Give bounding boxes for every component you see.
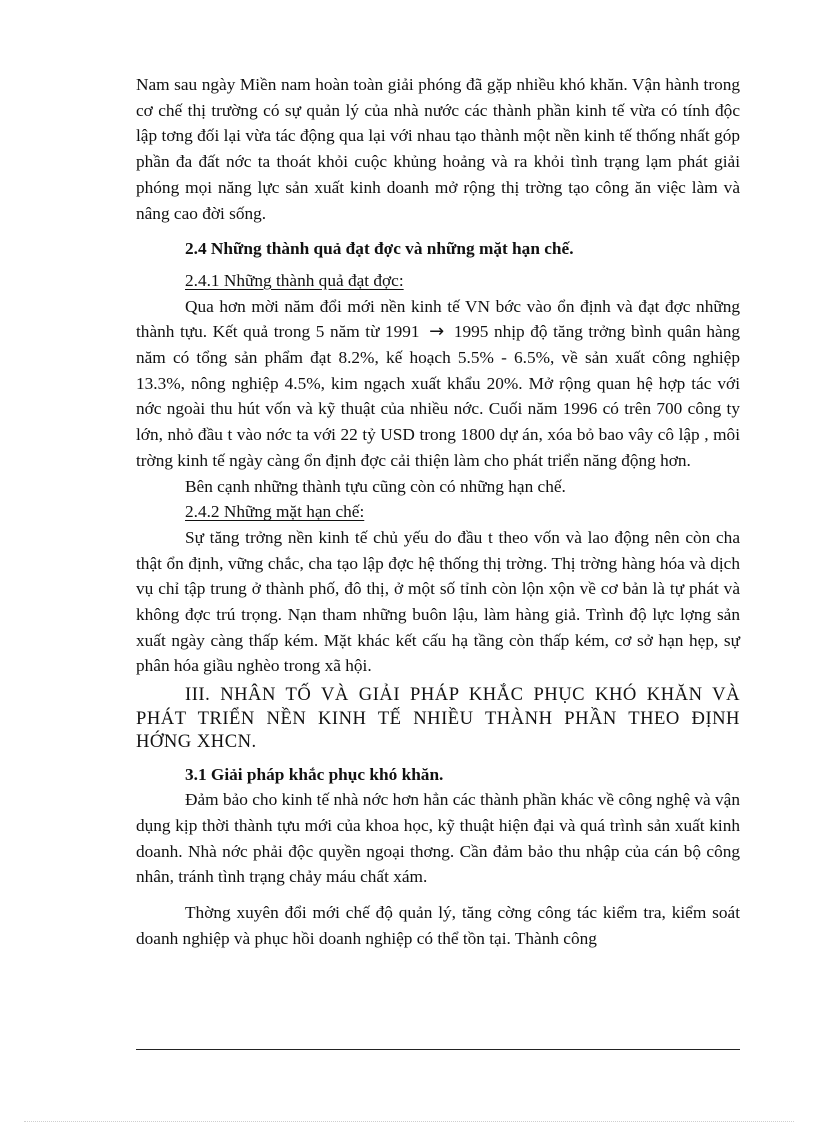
paragraph-limits-intro: Bên cạnh những thành tựu cũng còn có những hạn chế. (185, 476, 566, 496)
paragraph-intro: Nam sau ngày Miền nam hoàn toàn giải phóng đã gặp nhiều khó khăn. Vận hành trong cơ chế thị trường có sự quản lý của nhà nước các thành phần kinh tế vừa có tính độc lập tơng đối lại vừa tác động qua lại với nhau tạo thành một nền kinh tế thống nhất góp phần đa đất nớc ta thoát khỏi cuộc khủng hoảng và ra khỏi tình trạng lạm phát giải phóng mọi năng lực sản xuất kinh doanh mở rộng thị trờng tạo công ăn việc làm và nâng cao đời sống. (136, 75, 740, 223)
heading-2-4: 2.4 Những thành quả đạt đợc và những mặt hạn chế. (185, 239, 574, 259)
heading-2-4-2 (136, 499, 740, 525)
document-page (136, 72, 740, 952)
paragraph-achievements (136, 294, 740, 474)
paragraph-solutions-2: Thờng xuyên đổi mới chế độ quản lý, tăng cờng công tác kiểm tra, kiểm soát doanh nghiệp và phục hồi doanh nghiệp có thể tồn tại. Thành công (136, 903, 740, 948)
achievements-text-a: Qua hơn mời năm đổi mới nền kinh tế VN bớc vào ổn định và đạt đợc những thành tựu. Kết quả trong 5 năm từ 1991 (136, 296, 740, 342)
heading-2-4-1-text: 2.4.1 Những thành quả đạt đợc: (185, 270, 404, 290)
heading-section-III: III. NHÂN TỐ VÀ GIẢI PHÁP KHẮC PHỤC KHÓ KHĂN VÀ PHÁT TRIỂN NỀN KINH TẾ NHIỀU THÀNH PHẦN THEO ĐỊNH HỚNG XHCN. (136, 684, 740, 753)
footer-rule (136, 1049, 740, 1050)
heading-2-4-2-text: 2.4.2 Những mặt hạn chế: (185, 502, 365, 522)
paragraph-gap (136, 890, 740, 900)
paragraph-limits: Sự tăng trởng nền kinh tế chủ yếu do đầu t theo vốn và lao động nên còn cha thật ổn định, vững chắc, cha tạo lập đợc hệ thống thị trờng. Thị trờng hàng hóa và dịch vụ chỉ tập trung ở thành phố, đô thị, ở một số tỉnh còn lộn xộn về cơ bản là tự phát và không đợc trú trọng. Nạn tham những buôn lậu, làm hàng giả. Trình độ lực lợng sản xuất ngày càng thấp kém. Mặt khác kết cấu hạ tầng còn thấp kém, cơ sở hạn hẹp, sự phân hóa giầu nghèo trong xã hội. (136, 527, 740, 676)
achievements-text-b: 1995 nhịp độ tăng trởng bình quân hàng năm có tổng sản phẩm đạt 8.2%, kế hoạch 5.5% - 6.5%, về sản xuất công nghiệp 13.3%, nông nghiệp 4.5%, kim ngạch xuất khẩu 20%. Mở rộng quan hệ hợp tác với nớc ngoài thu hút vốn và kỹ thuật của nhiều nớc. Cuối năm 1996 có trên 700 công ty lớn, nhỏ đầu t vào nớc ta với 22 tỷ USD trong 1800 dự án, xóa bỏ bao vây cô lập , môi trờng kinh tế ngày càng ổn định đợc cải thiện làm cho phát triển năng động hơn. (136, 322, 741, 470)
arrow-right-icon: → (429, 321, 445, 343)
paragraph-solutions-1: Đảm bảo cho kinh tế nhà nớc hơn hẳn các thành phần khác về công nghệ và vận dụng kịp thời thành tựu mới của khoa học, kỹ thuật hiện đại và quá trình sản xuất kinh doanh. Nhà nớc phải độc quyền ngoại thơng. Cần đảm bảo thu nhập của cán bộ công nhân, tránh tình trạng chảy máu chất xám. (136, 790, 740, 887)
heading-3-1: 3.1 Giải pháp khắc phục khó khăn. (185, 764, 444, 784)
heading-2-4-1 (136, 268, 740, 294)
page-edge-dots (24, 1121, 794, 1122)
